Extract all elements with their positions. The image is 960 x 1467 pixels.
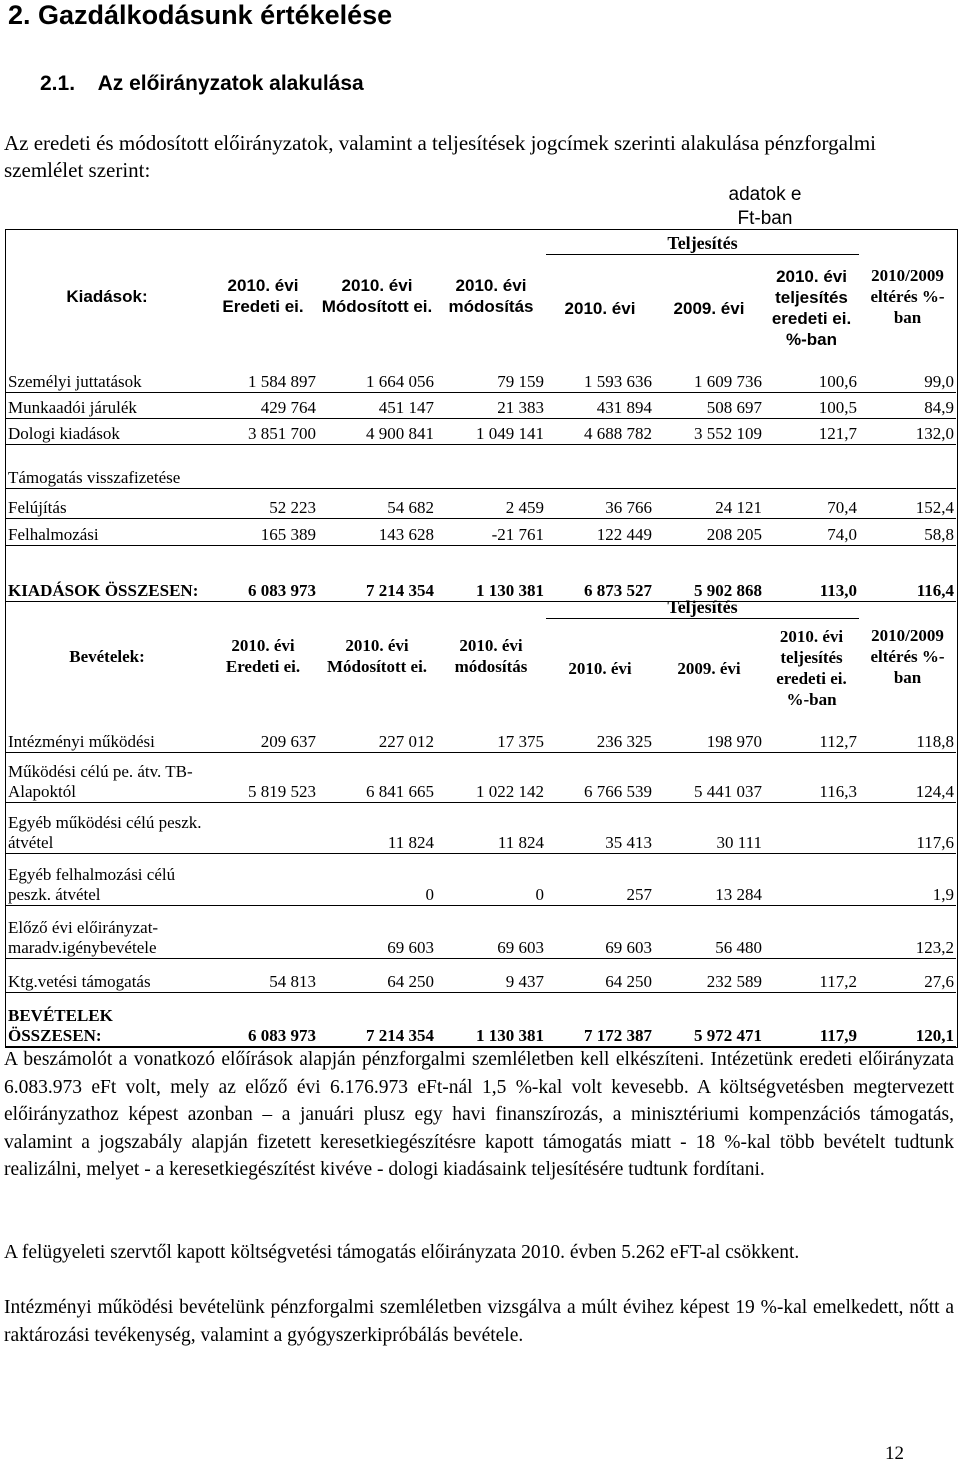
row-value: 1 584 897 — [208, 362, 318, 392]
row-value: 7 214 354 — [318, 992, 436, 1046]
row-value: 143 628 — [318, 518, 436, 545]
section-heading: 2.1. Az előirányzatok alakulása — [40, 72, 364, 95]
table-row — [6, 718, 956, 752]
row-value: 1 022 142 — [436, 752, 546, 802]
row-value: 100,5 — [764, 392, 859, 418]
row-value: 27,6 — [859, 958, 956, 992]
row-value: 1 049 141 — [436, 418, 546, 444]
table-row — [6, 418, 956, 444]
row-value — [208, 444, 318, 488]
row-value: 79 159 — [436, 362, 546, 392]
row-value: 5 441 037 — [654, 752, 764, 802]
row-value: 69 603 — [436, 905, 546, 958]
expenses-header-label: Kiadások: — [66, 286, 148, 306]
row-value — [208, 853, 318, 905]
row-value: 1 130 381 — [436, 992, 546, 1046]
table-row — [6, 853, 956, 905]
row-value: 1 609 736 — [654, 362, 764, 392]
unit-note-line2: Ft-ban — [737, 208, 793, 229]
row-label: Dologi kiadások — [6, 418, 208, 444]
row-value: 5 819 523 — [208, 752, 318, 802]
header-fulfillment: Teljesítés — [546, 230, 859, 254]
row-value: 122 449 — [546, 518, 654, 545]
row-value: 6 083 973 — [208, 992, 318, 1046]
row-value: 11 824 — [318, 802, 436, 853]
row-value: 100,6 — [764, 362, 859, 392]
header-difference: 2010/2009 eltérés %-ban — [870, 265, 945, 327]
row-label: BEVÉTELEK ÖSSZESEN: — [6, 992, 208, 1046]
row-label: Támogatás visszafizetése — [6, 444, 208, 488]
table-row — [6, 488, 956, 518]
header-2009: 2009. évi — [677, 658, 741, 678]
row-value: 74,0 — [764, 518, 859, 545]
row-value: 64 250 — [318, 958, 436, 992]
row-value: 431 894 — [546, 392, 654, 418]
table-row — [6, 444, 956, 488]
row-label: Személyi juttatások — [6, 362, 208, 392]
row-value — [208, 905, 318, 958]
row-value: 70,4 — [764, 488, 859, 518]
paragraph-2: A felügyeleti szervtől kapott költségvetési támogatás előirányzata 2010. évben 5.262 eFT-al csökkent. — [4, 1242, 800, 1263]
row-value: -21 761 — [436, 518, 546, 545]
row-value: 36 766 — [546, 488, 654, 518]
row-value: 13 284 — [654, 853, 764, 905]
table-row — [6, 992, 956, 1046]
row-value: 429 764 — [208, 392, 318, 418]
row-label: Intézményi működési — [6, 718, 208, 752]
row-value: 508 697 — [654, 392, 764, 418]
header-difference: 2010/2009 eltérés %-ban — [870, 625, 945, 687]
header-fulfillment-pct: 2010. évi teljesítés eredeti ei. %-ban — [776, 627, 847, 710]
row-value: 58,8 — [859, 518, 956, 545]
row-value: 0 — [318, 853, 436, 905]
row-value: 6 766 539 — [546, 752, 654, 802]
row-value: 6 873 527 — [546, 545, 654, 601]
row-value: 236 325 — [546, 718, 654, 752]
row-value: 7 172 387 — [546, 992, 654, 1046]
table-row — [6, 362, 956, 392]
row-value: 132,0 — [859, 418, 956, 444]
row-value: 4 900 841 — [318, 418, 436, 444]
header-2010: 2010. évi — [568, 658, 632, 678]
intro-text: Az eredeti és módosított előirányzatok, valamint a teljesítések jogcímek szerinti alakulása pénzforgalmi szemlélet szerint: — [4, 131, 876, 182]
revenues-table — [6, 594, 956, 1047]
row-value: 121,7 — [764, 418, 859, 444]
header-2009: 2009. évi — [673, 298, 745, 318]
row-value: 232 589 — [654, 958, 764, 992]
row-value: 112,7 — [764, 718, 859, 752]
row-value: 1 664 056 — [318, 362, 436, 392]
row-value: 1 593 636 — [546, 362, 654, 392]
row-value: 123,2 — [859, 905, 956, 958]
row-value: 451 147 — [318, 392, 436, 418]
row-value: 35 413 — [546, 802, 654, 853]
row-label: Munkaadói járulék — [6, 392, 208, 418]
header-fulfillment-pct: 2010. évi teljesítés eredeti ei. %-ban — [771, 267, 852, 350]
row-value — [859, 444, 956, 488]
row-value: 1 130 381 — [436, 545, 546, 601]
row-value: 11 824 — [436, 802, 546, 853]
row-value: 52 223 — [208, 488, 318, 518]
row-value — [436, 444, 546, 488]
row-value: 99,0 — [859, 362, 956, 392]
unit-note-line1: adatok e — [728, 184, 802, 205]
row-value: 3 851 700 — [208, 418, 318, 444]
row-value: 227 012 — [318, 718, 436, 752]
row-value: 6 841 665 — [318, 752, 436, 802]
row-value: 117,2 — [764, 958, 859, 992]
row-value — [764, 444, 859, 488]
row-label: Egyéb működési célú peszk. átvétel — [6, 802, 208, 853]
row-value: 30 111 — [654, 802, 764, 853]
header-modification: 2010. évi módosítás — [448, 276, 534, 316]
row-value: 165 389 — [208, 518, 318, 545]
row-value: 24 121 — [654, 488, 764, 518]
row-value — [764, 905, 859, 958]
row-value — [764, 853, 859, 905]
row-value: 208 205 — [654, 518, 764, 545]
page-number: 12 — [885, 1443, 904, 1464]
row-value: 120,1 — [859, 992, 956, 1046]
row-value — [654, 444, 764, 488]
table-row — [6, 802, 956, 853]
row-value: 64 250 — [546, 958, 654, 992]
row-value: 0 — [436, 853, 546, 905]
page-heading: 2. Gazdálkodásunk értékelése — [8, 0, 393, 30]
row-value: 21 383 — [436, 392, 546, 418]
table-row — [6, 958, 956, 992]
row-label: Egyéb felhalmozási célú peszk. átvétel — [6, 853, 208, 905]
row-value: 9 437 — [436, 958, 546, 992]
row-value — [764, 802, 859, 853]
row-value: 198 970 — [654, 718, 764, 752]
row-value: 4 688 782 — [546, 418, 654, 444]
row-value: 5 902 868 — [654, 545, 764, 601]
row-value: 118,8 — [859, 718, 956, 752]
row-value: 3 552 109 — [654, 418, 764, 444]
expenses-table — [6, 230, 956, 602]
row-value: 113,0 — [764, 545, 859, 601]
header-fulfillment: Teljesítés — [546, 594, 859, 618]
row-value: 117,6 — [859, 802, 956, 853]
table-row — [6, 518, 956, 545]
row-value: 7 214 354 — [318, 545, 436, 601]
paragraph-1: A beszámolót a vonatkozó előírások alapján pénzforgalmi szemléletben kell elkészíteni. Intézetünk eredeti előirányzata 6.083.973 eFt volt, mely az előző évi 6.176.973 eFt-nál 1,5 %-kal volt kevesebb. A költségvetésben megtervezett előirányzathoz képest azonban – a januári plusz egy havi finanszírozás, a minisztériumi kompenzációs támogatás, valamint a jogszabály alapján fizetett keresetkiegészítésre kapott támogatás miatt - 18 %-kal több bevételt tudtunk realizálni, melyet - a keresetkiegészítést kivéve - dologi kiadásaink teljesítésére tudtunk fordítani. — [4, 1049, 954, 1180]
table-row — [6, 905, 956, 958]
table-row — [6, 752, 956, 802]
row-label: Ktg.vetési támogatás — [6, 958, 208, 992]
row-value: 69 603 — [546, 905, 654, 958]
row-label: KIADÁSOK ÖSSZESEN: — [6, 545, 208, 601]
row-value: 209 637 — [208, 718, 318, 752]
table-row — [6, 392, 956, 418]
row-value: 1,9 — [859, 853, 956, 905]
row-label: Felújítás — [6, 488, 208, 518]
row-value: 116,4 — [859, 545, 956, 601]
row-label: Működési célú pe. átv. TB-Alapoktól — [6, 752, 208, 802]
row-label: Előző évi előirányzat-maradv.igénybevétele — [6, 905, 208, 958]
header-modification: 2010. évi módosítás — [454, 636, 528, 676]
row-value: 152,4 — [859, 488, 956, 518]
paragraph-3: Intézményi működési bevételünk pénzforgalmi szemléletben vizsgálva a múlt évihez képest 19 %-kal emelkedett, nőtt a raktározási tevékenység, valamint a gyógyszerkipróbálás bevétele. — [4, 1297, 954, 1346]
row-value: 6 083 973 — [208, 545, 318, 601]
header-2010: 2010. évi — [564, 298, 636, 318]
row-value: 69 603 — [318, 905, 436, 958]
table-row — [6, 545, 956, 601]
row-value: 2 459 — [436, 488, 546, 518]
unit-note — [700, 183, 830, 231]
row-value: 257 — [546, 853, 654, 905]
revenues-header-label: Bevételek: — [69, 646, 145, 666]
row-value: 84,9 — [859, 392, 956, 418]
header-original: 2010. évi Eredeti ei. — [225, 636, 301, 676]
row-value — [208, 802, 318, 853]
row-value: 124,4 — [859, 752, 956, 802]
row-value: 117,9 — [764, 992, 859, 1046]
header-modified: 2010. évi Módosított ei. — [326, 636, 428, 676]
header-original: 2010. évi Eredeti ei. — [222, 276, 304, 316]
row-label: Felhalmozási — [6, 518, 208, 545]
row-value — [546, 444, 654, 488]
row-value: 54 813 — [208, 958, 318, 992]
row-value: 56 480 — [654, 905, 764, 958]
row-value — [318, 444, 436, 488]
row-value: 116,3 — [764, 752, 859, 802]
row-value: 5 972 471 — [654, 992, 764, 1046]
row-value: 17 375 — [436, 718, 546, 752]
header-modified: 2010. évi Módosított ei. — [321, 276, 433, 316]
row-value: 54 682 — [318, 488, 436, 518]
